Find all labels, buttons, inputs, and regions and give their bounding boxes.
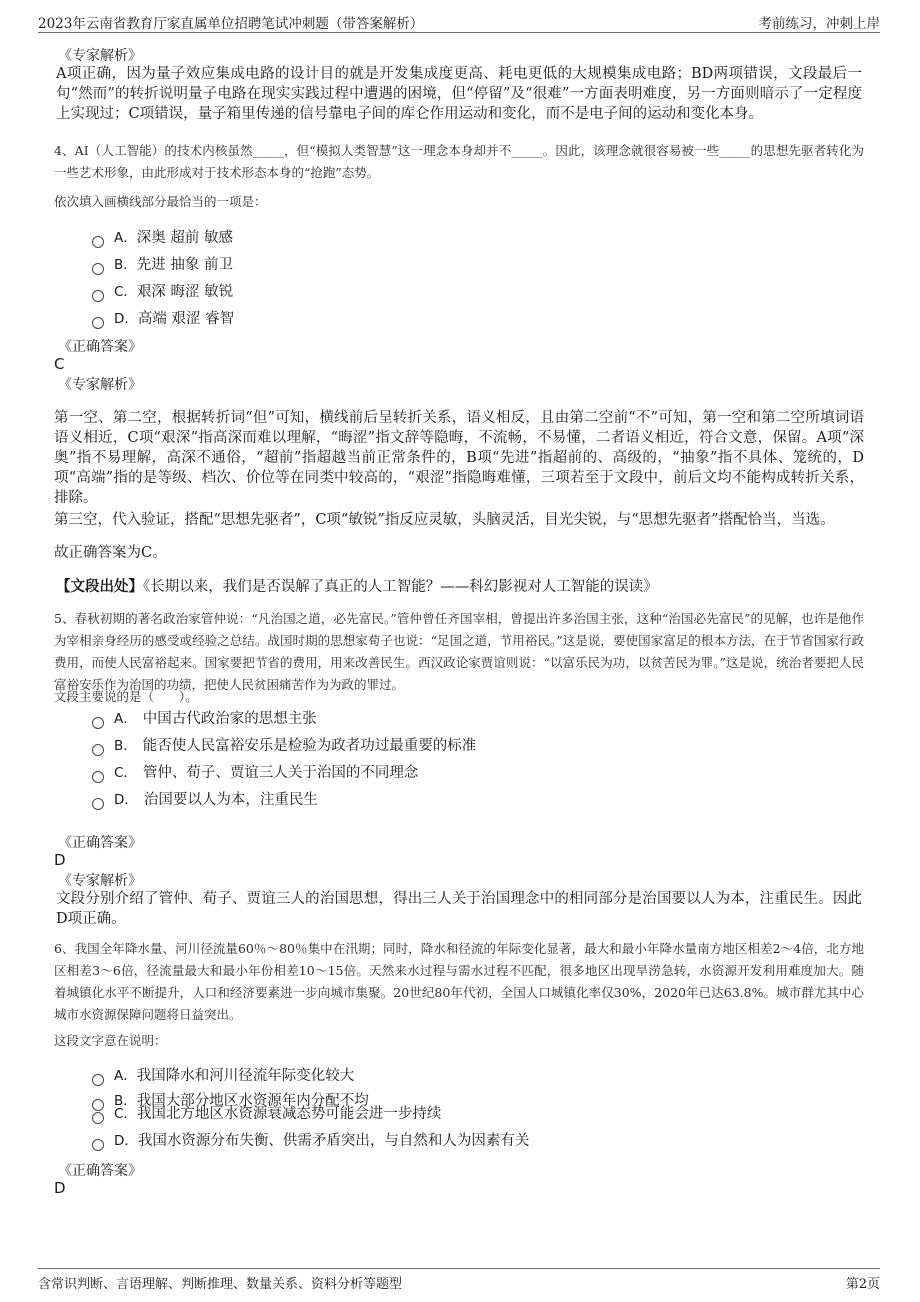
- document-title: 2023年云南省教育厅家直属单位招聘笔试冲刺题（带答案解析）: [38, 16, 424, 32]
- radio-icon[interactable]: [92, 1139, 104, 1151]
- question-5-prompt: 文段主要说的是（ ）。: [54, 689, 198, 704]
- answer-value: C: [54, 355, 65, 373]
- question-6-option-d[interactable]: D．我国水资源分布失衡、供需矛盾突出，与自然和人为因素有关: [92, 1130, 529, 1152]
- analysis-label: 《专家解析》: [58, 873, 142, 889]
- question-6-option-c[interactable]: C．我国北方地区水资源衰减态势可能会进一步持续: [92, 1103, 441, 1125]
- page-header: [38, 10, 880, 33]
- answer-value: D: [54, 851, 66, 869]
- radio-icon[interactable]: [92, 236, 104, 248]
- page-footer: [38, 1268, 880, 1295]
- question-6-option-a[interactable]: A．我国降水和河川径流年际变化较大: [92, 1065, 354, 1087]
- question-4-prompt: 依次填入画横线部分最恰当的一项是：: [54, 194, 267, 209]
- question-5-option-c[interactable]: C． 管仲、荀子、贾谊三人关于治国的不同理念: [92, 762, 418, 784]
- analysis-paragraph: 第三空，代入验证，搭配“思想先驱者”，C项“敏锐”指反应灵敏，头脑灵活，目光尖锐，与“思想先驱者”搭配恰当，当选。: [54, 512, 835, 528]
- radio-icon[interactable]: [92, 717, 104, 729]
- radio-icon[interactable]: [92, 317, 104, 329]
- question-4-option-a[interactable]: A．深奥 超前 敏感: [92, 227, 233, 249]
- analysis-text: A项正确，因为量子效应集成电路的设计目的就是开发集成度更高、耗电更低的大规模集成电路；BD两项错误，文段最后一句“然而”的转折说明量子电路在现实实践过程中遭遇的困境，但“停留”及“很难”一方面表明难度，另一方面则暗示了一定程度上实现过；C项错误，量子箱里传递的信号靠电子间的库仑作用运动和变化，而不是电子间的运动和变化本身。: [56, 66, 862, 122]
- radio-icon[interactable]: [92, 771, 104, 783]
- radio-icon[interactable]: [92, 1074, 104, 1086]
- radio-icon[interactable]: [92, 798, 104, 810]
- question-6-stem: 6、我国全年降水量、河川径流量60％～80％集中在汛期；同时，降水和径流的年际变化显著，最大和最小年降水量南方地区相差2～4倍，北方地区相差3～6倍，径流量最大和最小年份相差10～15倍。天然来水过程与需水过程不匹配，很多地区出现旱涝急转，水资源开发利用难度加大。随着城镇化水平不断提升，人口和经济要素进一步向城市集聚。20世纪80年代初，全国人口城镇化率仅30%，2020年已达63.8%。城市群尤其中心城市水资源保障问题将日益突出。: [54, 941, 864, 1022]
- analysis-label: 《专家解析》: [58, 48, 142, 64]
- analysis-text: 文段分别介绍了管仲、荀子、贾谊三人的治国思想，得出三人关于治国理念中的相同部分是治国要以人为本，注重民生。因此D项正确。: [56, 891, 862, 927]
- question-5-option-d[interactable]: D． 治国要以人为本，注重民生: [92, 789, 318, 811]
- question-6-prompt: 这段文字意在说明：: [54, 1033, 167, 1048]
- radio-icon[interactable]: [92, 263, 104, 275]
- source-label: 【文段出处】: [56, 578, 143, 595]
- radio-icon[interactable]: [92, 1112, 104, 1124]
- page-number: 第2页: [845, 1277, 880, 1292]
- text-source: [56, 575, 658, 596]
- question-4-stem: 4、AI（人工智能）的技术内核虽然_____，但“模拟人类智慧”这一理念本身却并不_____。因此，该理念就很容易被一些_____的思想先驱者转化为一些艺术形象，由此形成对于技术形态本身的“抢跑”态势。: [54, 143, 864, 180]
- question-4-option-d[interactable]: D．高端 艰涩 睿智: [92, 308, 234, 330]
- radio-icon[interactable]: [92, 290, 104, 302]
- analysis-label: 《专家解析》: [58, 377, 142, 393]
- footer-categories: 含常识判断、言语理解、判断推理、数量关系、资料分析等题型: [38, 1277, 403, 1292]
- question-4-option-b[interactable]: B．先进 抽象 前卫: [92, 254, 233, 276]
- analysis-conclusion: 故正确答案为C。: [54, 545, 167, 561]
- question-4-option-c[interactable]: C．艰深 晦涩 敏锐: [92, 281, 233, 303]
- question-6-option-b[interactable]: B．我国大部分地区水资源年内分配不均: [92, 1090, 369, 1112]
- question-5-option-b[interactable]: B． 能否使人民富裕安乐是检验为政者功过最重要的标准: [92, 735, 476, 757]
- answer-label: 《正确答案》: [58, 835, 142, 851]
- question-5-stem: 5、春秋初期的著名政治家管仲说：“凡治国之道，必先富民。”管仲曾任齐国宰相，曾提出许多治国主张，这种“治国必先富民”的见解，也许是他作为宰相亲身经历的感受或经验之总结。战国时期的思想家荀子也说：“足国之道，节用裕民。”这是说，要使国家富足的根本方法，在于节省国家行政费用，而使人民富裕起来。国家要把节省的费用，用来改善民生。西汉政论家贾谊则说：“以富乐民为功，以贫苦民为罪。”这是说，统治者要把人民富裕安乐作为治国的功绩，把使人民贫困痛苦作为为政的罪过。: [54, 611, 864, 692]
- analysis-paragraph: 第一空、第二空，根据转折词“但”可知，横线前后呈转折关系，语义相反，且由第二空前“不”可知，第一空和第二空所填词语语义相近，C项“艰深”指高深而难以理解，“晦涩”指文辞等隐晦，不流畅，不易懂，二者语义相近，符合文意，保留。A项“深奥”指不易理解，高深不通俗，“超前”指超越当前正常条件的，B项“先进”指超前的、高级的，“抽象”指不具体、笼统的，D项“高端”指的是等级、档次、价位等在同类中较高的，“艰涩”指隐晦难懂，三项若至于文段中，前后文均不能构成转折关系，排除。: [54, 410, 864, 506]
- answer-label: 《正确答案》: [58, 1163, 142, 1179]
- source-title: 《长期以来，我们是否误解了真正的人工智能？——科幻影视对人工智能的误读》: [143, 579, 658, 595]
- header-slogan: 考前练习，冲刺上岸: [758, 16, 880, 32]
- radio-icon[interactable]: [92, 744, 104, 756]
- answer-value: D: [54, 1179, 66, 1197]
- question-5-option-a[interactable]: A． 中国古代政治家的思想主张: [92, 708, 317, 730]
- answer-label: 《正确答案》: [58, 339, 142, 355]
